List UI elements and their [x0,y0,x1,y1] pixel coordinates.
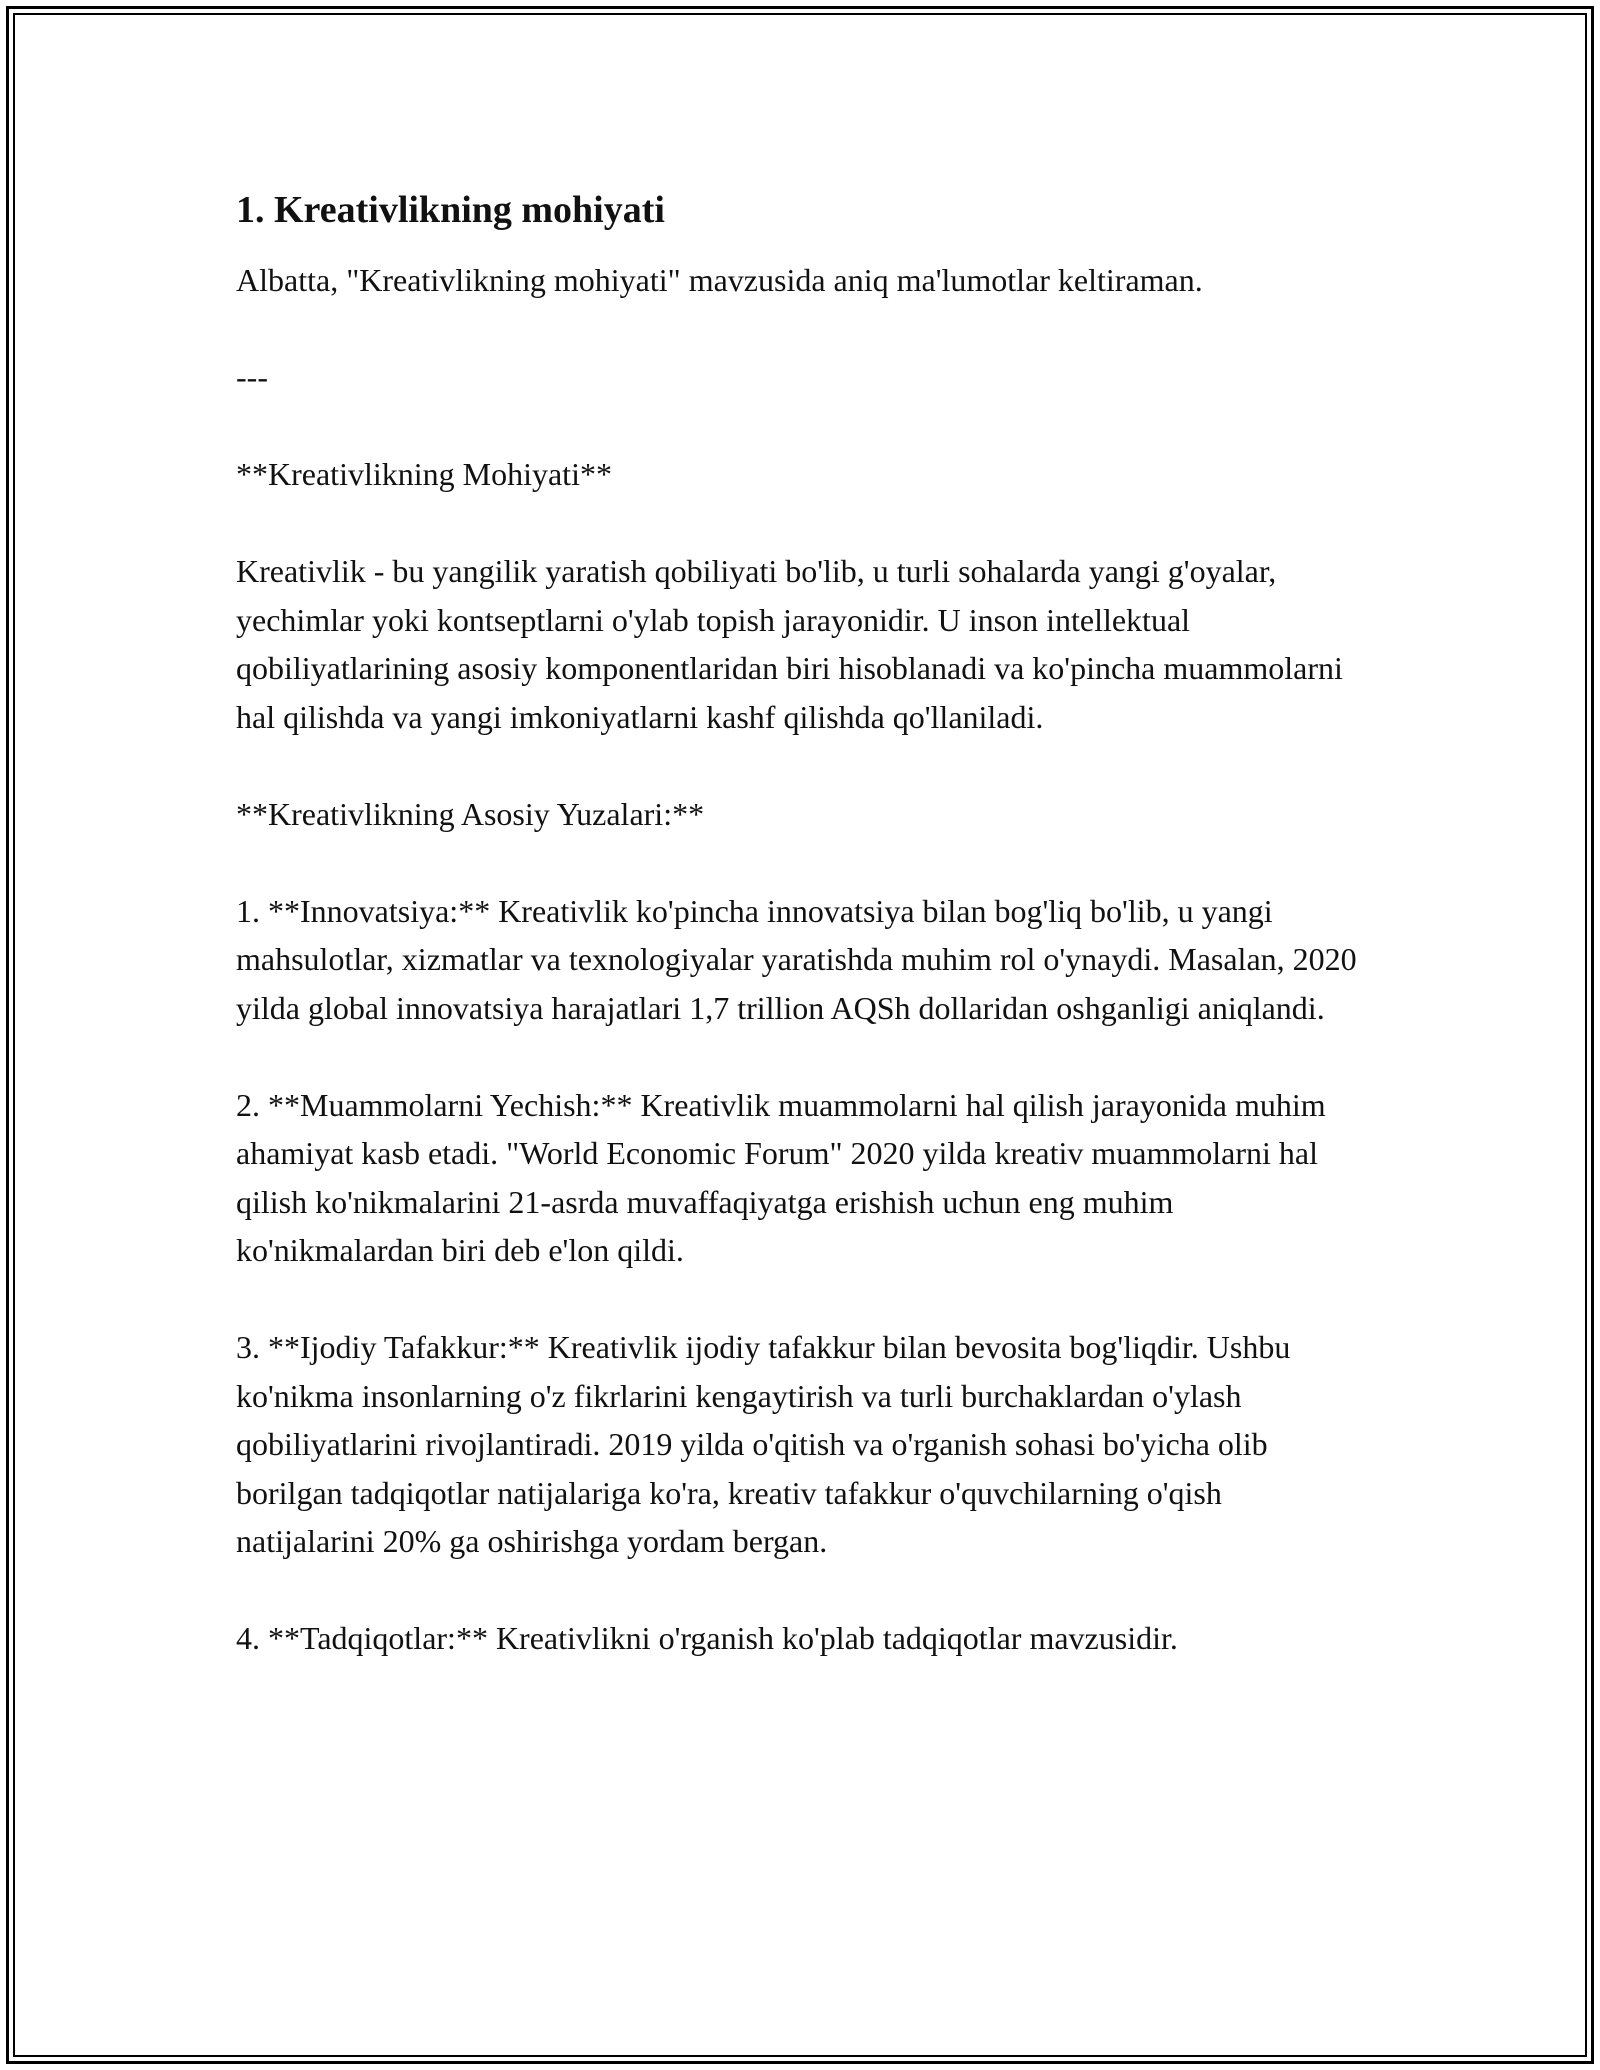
section-heading-asosiy-yuzalari: **Kreativlikning Asosiy Yuzalari:** [236,795,705,832]
list-item-muammolarni-yechish: 2. **Muammolarni Yechish:** Kreativlik muammolarni hal qilish jarayonida muhim ahamiyat kasb etadi. "World Economic Forum" 2020 yilda kreativ muammolarni hal qilish ko'nikmalarini 21-asrda muvaffaqiyatga erishish uchun eng muhim ko'nikmalardan biri deb e'lon qildi. [236,1086,1334,1268]
document-body [236,186,1366,1711]
document-title: 1. Kreativlikning mohiyati [236,189,665,231]
separator-line: --- [236,359,268,395]
definition-paragraph: Kreativlik - bu yangilik yaratish qobiliyati bo'lib, u turli sohalarda yangi g'oyalar, yechimlar yoki kontseptlarni o'ylab topish jarayonidir. U inson intellektual qobiliyatlarining asosiy komponentlaridan biri hisoblanadi va ko'pincha muammolarni hal qilishda va yangi imkoniyatlarni kashf qilishda qo'llaniladi. [236,553,1351,735]
section-heading-mohiyati: **Kreativlikning Mohiyati** [236,456,612,492]
list-item-innovatsiya: 1. **Innovatsiya:** Kreativlik ko'pincha innovatsiya bilan bog'liq bo'lib, u yangi mahsulotlar, xizmatlar va texnologiyalar yaratishda muhim rol o'ynaydi. Masalan, 2020 yilda global innovatsiya harajatlari 1,7 trillion AQSh dollaridan oshganligi aniqlandi. [236,892,1365,1026]
intro-paragraph: Albatta, "Kreativlikning mohiyati" mavzusida aniq ma'lumotlar keltiraman. [236,262,1203,298]
list-item-tadqiqotlar: 4. **Tadqiqotlar:** Kreativlikni o'rganish ko'plab tadqiqotlar mavzusidir. [236,1620,1178,1656]
list-item-ijodiy-tafakkur: 3. **Ijodiy Tafakkur:** Kreativlik ijodiy tafakkur bilan bevosita bog'liqdir. Ushbu ko'nikma insonlarning o'z fikrlarini kengaytirish va turli burchaklardan o'ylash qobiliyatlarini rivojlantiradi. 2019 yilda o'qitish va o'rganish sohasi bo'yicha olib borilgan tadqiqotlar natijalariga ko'ra, kreativ tafakkur o'quvchilarning o'qish natijalarini 20% ga oshirishga yordam bergan. [236,1329,1299,1559]
